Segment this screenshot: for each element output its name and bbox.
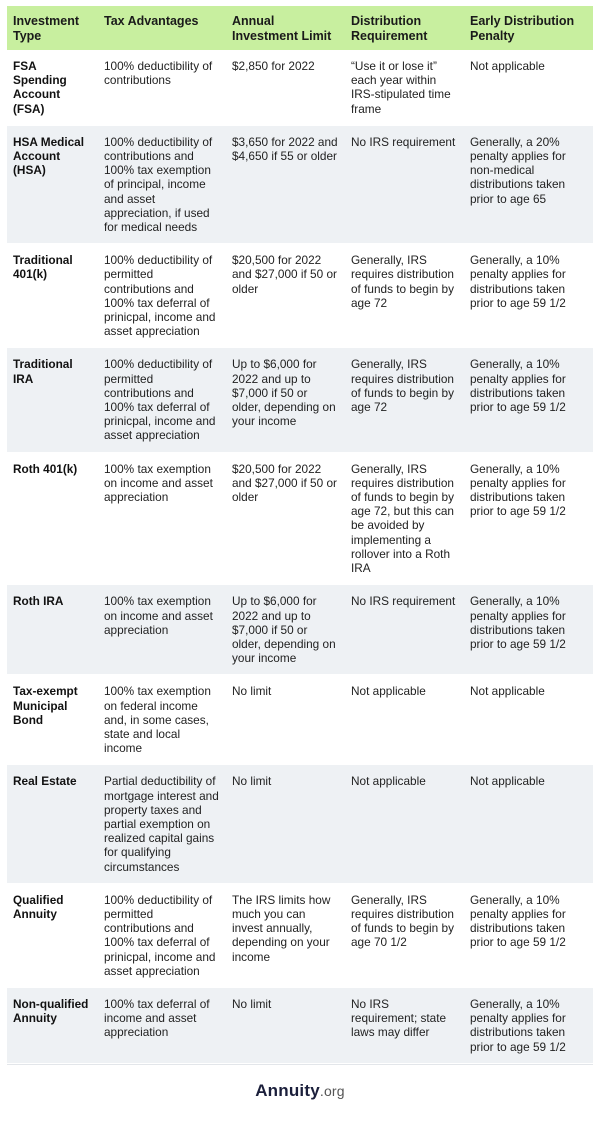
cell-investment-type: Traditional 401(k) [7, 244, 98, 348]
cell-annual-limit: $3,650 for 2022 and $4,650 if 55 or older [226, 125, 345, 243]
cell-investment-type: Qualified Annuity [7, 883, 98, 987]
cell-tax-advantages: 100% deductibility of contributions and 100% tax exemption of principal, income and asset appreciation, if used for medical needs [98, 125, 226, 243]
table-row [7, 883, 593, 987]
cell-early-penalty: Generally, a 10% penalty applies for distributions taken prior to age 59 1/2 [464, 987, 593, 1063]
cell-distribution-requirement: Generally, IRS requires distribution of funds to begin by age 72, but this can be avoided by implementing a rollover into a Roth IRA [345, 452, 464, 585]
cell-investment-type: Real Estate [7, 765, 98, 883]
cell-investment-type: FSA Spending Account (FSA) [7, 50, 98, 125]
table-row [7, 987, 593, 1063]
cell-distribution-requirement: Generally, IRS requires distribution of funds to begin by age 70 1/2 [345, 883, 464, 987]
cell-early-penalty: Generally, a 10% penalty applies for distributions taken prior to age 59 1/2 [464, 348, 593, 452]
cell-early-penalty: Generally, a 10% penalty applies for distributions taken prior to age 59 1/2 [464, 244, 593, 348]
header-tax-advantages: Tax Advantages [104, 14, 199, 28]
cell-early-penalty: Generally, a 10% penalty applies for distributions taken prior to age 59 1/2 [464, 585, 593, 675]
cell-distribution-requirement: Generally, IRS requires distribution of funds to begin by age 72 [345, 348, 464, 452]
footer [7, 1064, 593, 1117]
table-row [7, 348, 593, 452]
table-row [7, 125, 593, 243]
cell-tax-advantages: 100% tax exemption on income and asset appreciation [98, 452, 226, 585]
cell-early-penalty: Not applicable [464, 675, 593, 765]
logo-brand: Annuity [255, 1080, 320, 1100]
cell-investment-type: Non-qualified Annuity [7, 987, 98, 1063]
cell-investment-type: Tax-exempt Municipal Bond [7, 675, 98, 765]
cell-distribution-requirement: No IRS requirement [345, 585, 464, 675]
cell-distribution-requirement: No IRS requirement; state laws may differ [345, 987, 464, 1063]
cell-annual-limit: No limit [226, 675, 345, 765]
cell-tax-advantages: 100% deductibility of permitted contributions and 100% tax deferral of prinicpal, income and asset appreciation [98, 348, 226, 452]
table-row [7, 675, 593, 765]
cell-tax-advantages: 100% deductibility of contributions [98, 50, 226, 125]
cell-annual-limit: $20,500 for 2022 and $27,000 if 50 or older [226, 452, 345, 585]
cell-investment-type: HSA Medical Account (HSA) [7, 125, 98, 243]
cell-investment-type: Roth IRA [7, 585, 98, 675]
table-row [7, 50, 593, 125]
table-body [7, 50, 593, 1063]
header-distribution-requirement: Distribution Requirement [351, 14, 428, 43]
header-investment-type: Investment Type [13, 14, 79, 43]
cell-investment-type: Traditional IRA [7, 348, 98, 452]
investment-comparison-table [7, 6, 593, 1064]
cell-distribution-requirement: Not applicable [345, 765, 464, 883]
cell-annual-limit: No limit [226, 987, 345, 1063]
header-row [7, 6, 593, 50]
cell-early-penalty: Generally, a 20% penalty applies for non-medical distributions taken prior to age 65 [464, 125, 593, 243]
annuity-org-logo [255, 1081, 345, 1101]
cell-tax-advantages: 100% tax deferral of income and asset appreciation [98, 987, 226, 1063]
cell-early-penalty: Generally, a 10% penalty applies for distributions taken prior to age 59 1/2 [464, 452, 593, 585]
cell-annual-limit: The IRS limits how much you can invest annually, depending on your income [226, 883, 345, 987]
cell-early-penalty: Not applicable [464, 765, 593, 883]
cell-annual-limit: $20,500 for 2022 and $27,000 if 50 or older [226, 244, 345, 348]
cell-distribution-requirement: “Use it or lose it” each year within IRS-stipulated time frame [345, 50, 464, 125]
cell-early-penalty: Not applicable [464, 50, 593, 125]
cell-tax-advantages: 100% tax exemption on income and asset appreciation [98, 585, 226, 675]
table-row [7, 765, 593, 883]
header-annual-investment-limit: Annual Investment Limit [232, 14, 332, 43]
cell-tax-advantages: 100% deductibility of permitted contributions and 100% tax deferral of prinicpal, income and asset appreciation [98, 883, 226, 987]
cell-early-penalty: Generally, a 10% penalty applies for distributions taken prior to age 59 1/2 [464, 883, 593, 987]
table-row [7, 452, 593, 585]
cell-distribution-requirement: Generally, IRS requires distribution of funds to begin by age 72 [345, 244, 464, 348]
cell-annual-limit: Up to $6,000 for 2022 and up to $7,000 if 50 or older, depending on your income [226, 585, 345, 675]
table-row [7, 244, 593, 348]
header-early-distribution-penalty: Early Distribution Penalty [470, 14, 575, 43]
logo-suffix: .org [319, 1082, 345, 1099]
cell-annual-limit: No limit [226, 765, 345, 883]
cell-tax-advantages: Partial deductibility of mortgage interest and property taxes and partial exemption on realized capital gains for qualifying circumstances [98, 765, 226, 883]
cell-tax-advantages: 100% deductibility of permitted contributions and 100% tax deferral of prinicpal, income and asset appreciation [98, 244, 226, 348]
cell-distribution-requirement: Not applicable [345, 675, 464, 765]
cell-investment-type: Roth 401(k) [7, 452, 98, 585]
table-row [7, 585, 593, 675]
table-header [7, 6, 593, 50]
cell-distribution-requirement: No IRS requirement [345, 125, 464, 243]
cell-tax-advantages: 100% tax exemption on federal income and, in some cases, state and local income [98, 675, 226, 765]
cell-annual-limit: $2,850 for 2022 [226, 50, 345, 125]
cell-annual-limit: Up to $6,000 for 2022 and up to $7,000 if 50 or older, depending on your income [226, 348, 345, 452]
